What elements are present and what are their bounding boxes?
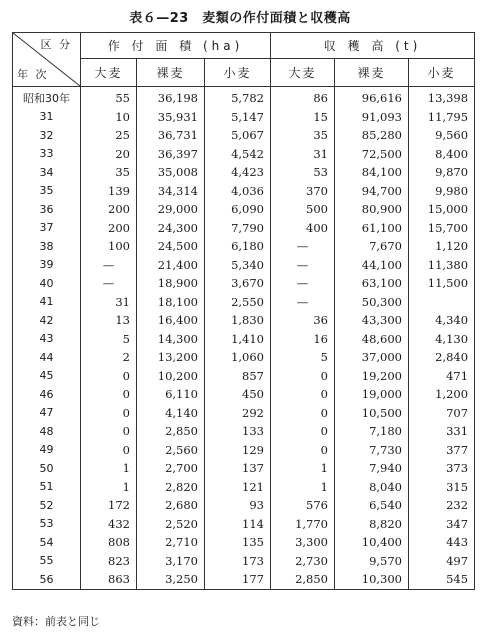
value-cell: 10,500 <box>335 404 409 423</box>
value-cell: 8,040 <box>335 478 409 497</box>
table-row <box>13 200 475 219</box>
table-body <box>13 87 475 590</box>
corner-header <box>13 33 81 87</box>
value-cell: 19,000 <box>335 385 409 404</box>
value-cell: 1,120 <box>409 237 475 256</box>
value-cell: 1,830 <box>205 311 271 330</box>
value-cell: 6,180 <box>205 237 271 256</box>
value-cell: 400 <box>271 219 335 238</box>
value-cell: 6,540 <box>335 496 409 515</box>
group-header-yield: 収 穫 高 (t) <box>271 33 475 59</box>
value-cell: 35,008 <box>137 163 205 182</box>
column-header: 裸麦 <box>335 59 409 87</box>
year-cell: 51 <box>13 478 81 497</box>
value-cell: 2,850 <box>271 570 335 589</box>
value-cell: 20 <box>81 145 137 164</box>
value-cell: 2,550 <box>205 293 271 312</box>
value-cell: 36,198 <box>137 87 205 108</box>
value-cell: 292 <box>205 404 271 423</box>
year-cell: 46 <box>13 385 81 404</box>
year-cell: 41 <box>13 293 81 312</box>
value-cell: 29,000 <box>137 200 205 219</box>
column-header: 大麦 <box>81 59 137 87</box>
value-cell: 7,940 <box>335 459 409 478</box>
value-cell: 9,560 <box>409 126 475 145</box>
value-cell: 35 <box>271 126 335 145</box>
value-cell: 3,250 <box>137 570 205 589</box>
value-cell: 72,500 <box>335 145 409 164</box>
value-cell: 121 <box>205 478 271 497</box>
value-cell: 2 <box>81 348 137 367</box>
table-row <box>13 404 475 423</box>
value-cell: 545 <box>409 570 475 589</box>
table-row <box>13 459 475 478</box>
value-cell: 6,090 <box>205 200 271 219</box>
table-row <box>13 237 475 256</box>
value-cell: 34,314 <box>137 182 205 201</box>
table-title: 表６—23 麦類の作付面積と収穫高 <box>129 11 351 26</box>
value-cell: 50,300 <box>335 293 409 312</box>
value-cell: 7,180 <box>335 422 409 441</box>
year-cell: 31 <box>13 108 81 127</box>
year-cell: 34 <box>13 163 81 182</box>
year-cell: 52 <box>13 496 81 515</box>
value-cell: 173 <box>205 552 271 571</box>
value-cell: 91,093 <box>335 108 409 127</box>
corner-label-category: 区 分 <box>40 38 72 51</box>
table-row <box>13 385 475 404</box>
value-cell: 4,130 <box>409 330 475 349</box>
year-cell: 56 <box>13 570 81 589</box>
value-cell: 331 <box>409 422 475 441</box>
year-cell: 33 <box>13 145 81 164</box>
year-cell: 54 <box>13 533 81 552</box>
value-cell: 808 <box>81 533 137 552</box>
year-cell: 38 <box>13 237 81 256</box>
table-row <box>13 552 475 571</box>
value-cell: 2,700 <box>137 459 205 478</box>
table-row <box>13 163 475 182</box>
year-cell: 32 <box>13 126 81 145</box>
value-cell: 16 <box>271 330 335 349</box>
value-cell: 85,280 <box>335 126 409 145</box>
year-cell: 50 <box>13 459 81 478</box>
value-cell: 3,670 <box>205 274 271 293</box>
value-cell: 373 <box>409 459 475 478</box>
value-cell: 2,560 <box>137 441 205 460</box>
year-cell: 42 <box>13 311 81 330</box>
value-cell: 35,931 <box>137 108 205 127</box>
value-cell: 4,140 <box>137 404 205 423</box>
value-cell: 114 <box>205 515 271 534</box>
data-table <box>12 32 475 590</box>
value-cell: 11,795 <box>409 108 475 127</box>
value-cell: 232 <box>409 496 475 515</box>
value-cell: 21,400 <box>137 256 205 275</box>
value-cell: 94,700 <box>335 182 409 201</box>
value-cell: — <box>271 256 335 275</box>
table-row <box>13 293 475 312</box>
value-cell: — <box>81 274 137 293</box>
table-row <box>13 478 475 497</box>
table-row <box>13 256 475 275</box>
value-cell: 1,770 <box>271 515 335 534</box>
year-cell: 44 <box>13 348 81 367</box>
value-cell: 53 <box>271 163 335 182</box>
value-cell: 13 <box>81 311 137 330</box>
value-cell: 0 <box>81 404 137 423</box>
value-cell: 63,100 <box>335 274 409 293</box>
table-row <box>13 330 475 349</box>
value-cell: 24,300 <box>137 219 205 238</box>
table-row <box>13 441 475 460</box>
column-header: 小麦 <box>205 59 271 87</box>
value-cell: 15 <box>271 108 335 127</box>
table-row <box>13 515 475 534</box>
year-cell: 55 <box>13 552 81 571</box>
value-cell: — <box>271 274 335 293</box>
value-cell: 857 <box>205 367 271 386</box>
value-cell: 36,397 <box>137 145 205 164</box>
value-cell: 43,300 <box>335 311 409 330</box>
value-cell: 5 <box>271 348 335 367</box>
table-row <box>13 422 475 441</box>
value-cell: 25 <box>81 126 137 145</box>
value-cell: 18,100 <box>137 293 205 312</box>
value-cell: 2,680 <box>137 496 205 515</box>
value-cell: 177 <box>205 570 271 589</box>
value-cell: 2,710 <box>137 533 205 552</box>
value-cell: 135 <box>205 533 271 552</box>
year-cell: 35 <box>13 182 81 201</box>
value-cell: 500 <box>271 200 335 219</box>
value-cell: 2,840 <box>409 348 475 367</box>
value-cell: 96,616 <box>335 87 409 108</box>
year-cell: 40 <box>13 274 81 293</box>
value-cell: 0 <box>81 422 137 441</box>
value-cell: 10,200 <box>137 367 205 386</box>
year-cell: 39 <box>13 256 81 275</box>
value-cell: 8,820 <box>335 515 409 534</box>
value-cell: 1 <box>81 478 137 497</box>
value-cell: 8,400 <box>409 145 475 164</box>
table-row <box>13 367 475 386</box>
year-cell: 53 <box>13 515 81 534</box>
value-cell: 15,700 <box>409 219 475 238</box>
table-row <box>13 87 475 108</box>
group-header-area: 作 付 面 積 (ha) <box>81 33 271 59</box>
table-row <box>13 182 475 201</box>
value-cell: 15,000 <box>409 200 475 219</box>
value-cell: 9,570 <box>335 552 409 571</box>
value-cell: 100 <box>81 237 137 256</box>
table-row <box>13 145 475 164</box>
value-cell: 200 <box>81 219 137 238</box>
value-cell: 19,200 <box>335 367 409 386</box>
value-cell: 14,300 <box>137 330 205 349</box>
value-cell: 0 <box>81 441 137 460</box>
value-cell: 48,600 <box>335 330 409 349</box>
table-row <box>13 108 475 127</box>
value-cell: 31 <box>81 293 137 312</box>
value-cell: 2,730 <box>271 552 335 571</box>
table-row <box>13 274 475 293</box>
value-cell: 4,340 <box>409 311 475 330</box>
year-cell: 47 <box>13 404 81 423</box>
column-header: 裸麦 <box>137 59 205 87</box>
value-cell: 4,036 <box>205 182 271 201</box>
value-cell: 377 <box>409 441 475 460</box>
value-cell: 5,782 <box>205 87 271 108</box>
value-cell: 24,500 <box>137 237 205 256</box>
value-cell: 823 <box>81 552 137 571</box>
year-cell: 36 <box>13 200 81 219</box>
value-cell: 7,670 <box>335 237 409 256</box>
value-cell: 4,542 <box>205 145 271 164</box>
value-cell: 450 <box>205 385 271 404</box>
table-header <box>13 33 475 87</box>
value-cell: 61,100 <box>335 219 409 238</box>
year-cell: 43 <box>13 330 81 349</box>
value-cell: 0 <box>271 441 335 460</box>
source-note: 資料：前表と同じ <box>12 615 100 628</box>
value-cell: 0 <box>271 404 335 423</box>
value-cell: 347 <box>409 515 475 534</box>
value-cell: 84,100 <box>335 163 409 182</box>
value-cell: 0 <box>271 422 335 441</box>
value-cell: 576 <box>271 496 335 515</box>
value-cell: 5 <box>81 330 137 349</box>
value-cell: 1,410 <box>205 330 271 349</box>
year-cell: 49 <box>13 441 81 460</box>
value-cell: 0 <box>81 367 137 386</box>
value-cell: 137 <box>205 459 271 478</box>
value-cell: 0 <box>271 385 335 404</box>
year-cell: 37 <box>13 219 81 238</box>
value-cell: 139 <box>81 182 137 201</box>
value-cell: 11,380 <box>409 256 475 275</box>
value-cell: 2,850 <box>137 422 205 441</box>
value-cell: 5,147 <box>205 108 271 127</box>
value-cell: 3,300 <box>271 533 335 552</box>
value-cell: 172 <box>81 496 137 515</box>
value-cell: 370 <box>271 182 335 201</box>
value-cell: 471 <box>409 367 475 386</box>
value-cell: 9,980 <box>409 182 475 201</box>
value-cell: 3,170 <box>137 552 205 571</box>
value-cell: 7,790 <box>205 219 271 238</box>
year-cell: 昭和30年 <box>13 87 81 108</box>
value-cell: 37,000 <box>335 348 409 367</box>
value-cell: — <box>271 293 335 312</box>
value-cell: 129 <box>205 441 271 460</box>
table-row <box>13 533 475 552</box>
value-cell: 9,870 <box>409 163 475 182</box>
value-cell: 10 <box>81 108 137 127</box>
table-row <box>13 348 475 367</box>
value-cell: 1 <box>271 478 335 497</box>
value-cell: 13,200 <box>137 348 205 367</box>
table-row <box>13 126 475 145</box>
value-cell: 443 <box>409 533 475 552</box>
value-cell: 200 <box>81 200 137 219</box>
value-cell: — <box>81 256 137 275</box>
value-cell: — <box>271 237 335 256</box>
value-cell: 35 <box>81 163 137 182</box>
column-header: 大麦 <box>271 59 335 87</box>
value-cell: 86 <box>271 87 335 108</box>
value-cell: 707 <box>409 404 475 423</box>
value-cell: 5,340 <box>205 256 271 275</box>
value-cell: 0 <box>271 367 335 386</box>
value-cell <box>409 293 475 312</box>
value-cell: 6,110 <box>137 385 205 404</box>
value-cell: 80,900 <box>335 200 409 219</box>
value-cell: 44,100 <box>335 256 409 275</box>
value-cell: 863 <box>81 570 137 589</box>
value-cell: 497 <box>409 552 475 571</box>
value-cell: 16,400 <box>137 311 205 330</box>
value-cell: 7,730 <box>335 441 409 460</box>
value-cell: 93 <box>205 496 271 515</box>
value-cell: 0 <box>81 385 137 404</box>
table-row <box>13 570 475 589</box>
value-cell: 10,300 <box>335 570 409 589</box>
value-cell: 10,400 <box>335 533 409 552</box>
value-cell: 432 <box>81 515 137 534</box>
table-row <box>13 496 475 515</box>
value-cell: 133 <box>205 422 271 441</box>
value-cell: 1 <box>81 459 137 478</box>
table-row <box>13 219 475 238</box>
value-cell: 11,500 <box>409 274 475 293</box>
value-cell: 315 <box>409 478 475 497</box>
value-cell: 2,520 <box>137 515 205 534</box>
value-cell: 55 <box>81 87 137 108</box>
value-cell: 18,900 <box>137 274 205 293</box>
value-cell: 5,067 <box>205 126 271 145</box>
value-cell: 2,820 <box>137 478 205 497</box>
column-header: 小麦 <box>409 59 475 87</box>
value-cell: 36 <box>271 311 335 330</box>
value-cell: 1,060 <box>205 348 271 367</box>
value-cell: 36,731 <box>137 126 205 145</box>
corner-label-year: 年 次 <box>17 68 49 81</box>
value-cell: 4,423 <box>205 163 271 182</box>
value-cell: 13,398 <box>409 87 475 108</box>
year-cell: 45 <box>13 367 81 386</box>
value-cell: 31 <box>271 145 335 164</box>
value-cell: 1 <box>271 459 335 478</box>
table-row <box>13 311 475 330</box>
year-cell: 48 <box>13 422 81 441</box>
value-cell: 1,200 <box>409 385 475 404</box>
